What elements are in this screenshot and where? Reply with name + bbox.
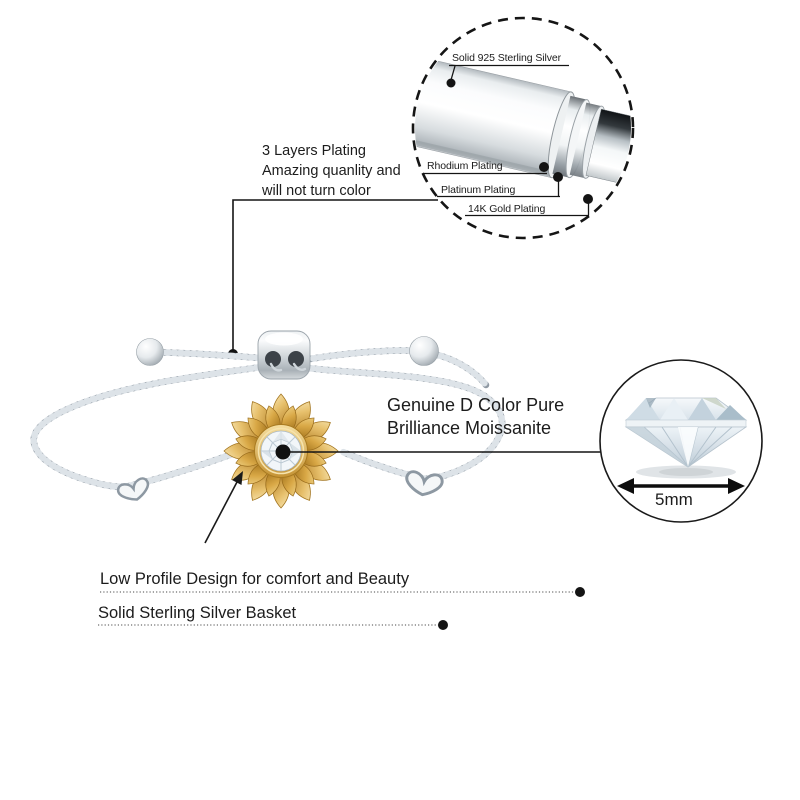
leader-dot-silver <box>447 79 456 88</box>
leader-dot-rhodium <box>539 162 549 172</box>
plating-note-line2: Amazing quanlity and <box>262 163 401 179</box>
stone-note <box>387 394 564 440</box>
label-rhodium-plating: Rhodium Plating <box>427 160 503 172</box>
stone-size-label: 5mm <box>655 490 693 509</box>
stone-note-line1: Genuine D Color Pure <box>387 395 565 415</box>
slider-clasp <box>258 331 310 379</box>
feature-basket: Solid Sterling Silver Basket <box>98 604 297 622</box>
feature-low-profile: Low Profile Design for comfort and Beauty <box>100 570 410 588</box>
leader-dot-platinum <box>553 172 563 182</box>
bead-left <box>137 339 164 366</box>
plating-note-line3: will not turn color <box>262 183 371 199</box>
leader-dot-stone <box>276 445 291 460</box>
label-sterling-silver: Solid 925 Sterling Silver <box>452 52 561 64</box>
plating-note-line1: 3 Layers Plating <box>262 143 366 159</box>
feature-dot-basket <box>438 620 448 630</box>
leader-line-plating-note <box>233 200 438 352</box>
feature-dot-low-profile <box>575 587 585 597</box>
heart-link-right <box>405 471 443 497</box>
leader-dot-gold <box>583 194 593 204</box>
stone-note-line2: Brilliance Moissanite <box>387 418 552 438</box>
plating-note <box>262 141 401 201</box>
label-14k-gold-plating: 14K Gold Plating <box>468 203 546 215</box>
label-platinum-plating: Platinum Plating <box>441 184 516 196</box>
bead-right <box>410 337 439 366</box>
low-profile-arrow <box>205 471 243 543</box>
heart-link-left <box>117 477 152 504</box>
